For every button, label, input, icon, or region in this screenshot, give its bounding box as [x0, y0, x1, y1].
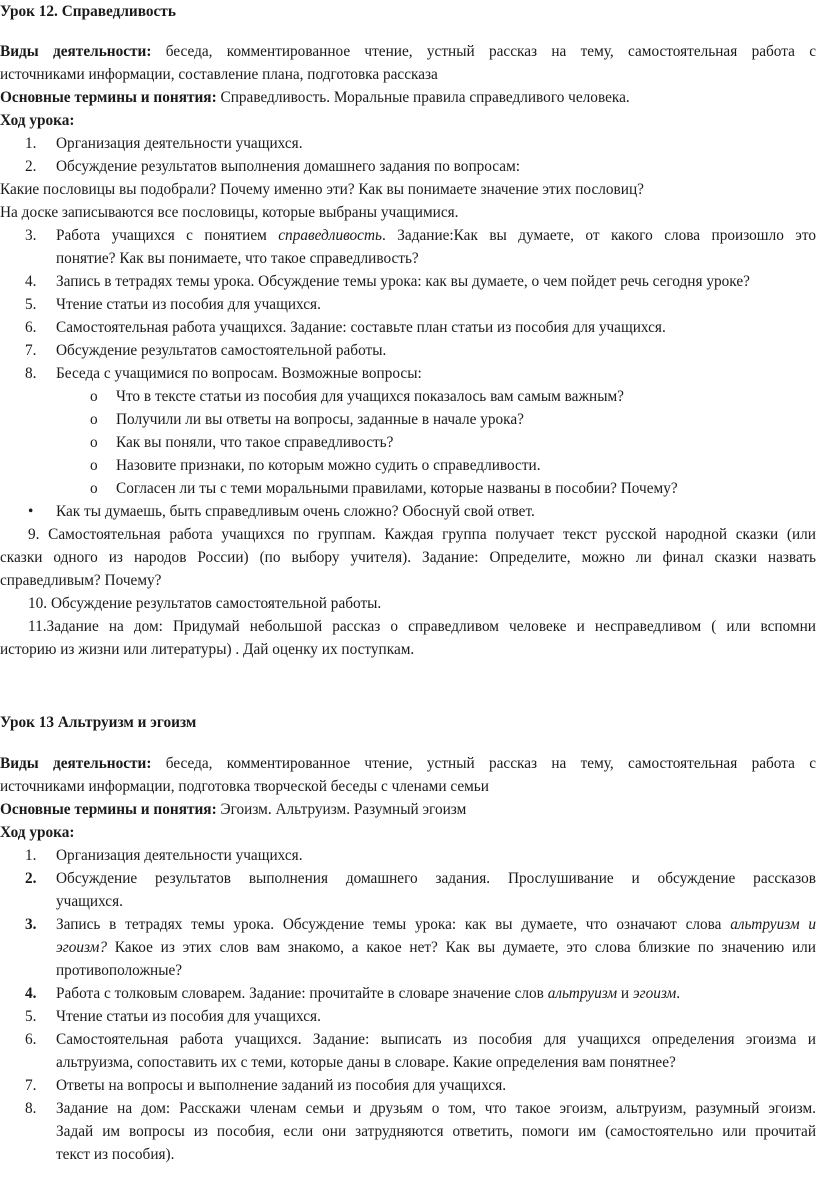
list-item-continuation: Задай им вопросы из пособия, если они затрудняются ответить, помоги им (самостоятельно или прочитай	[56, 1123, 816, 1140]
sub-question: o Что в тексте статьи из пособия для учащихся показалось вам самым важным?	[90, 388, 624, 405]
list-item: 5. Чтение статьи из пособия для учащихся.	[25, 1008, 321, 1025]
lesson-13-activities-line2: источниками информации, подготовка творческой беседы с членами семьи	[0, 778, 489, 795]
list-item-number: 6.	[25, 1031, 37, 1048]
lesson-12-activities-line1: Виды деятельности: беседа, комментированное чтение, устный рассказ на тему, самостоятельная работа с	[0, 43, 816, 60]
list-item: Обсуждение результатов выполнения домашнего задания. Прослушивание и обсуждение рассказов	[56, 870, 816, 887]
paragraph-10: 10. Обсуждение результатов самостоятельной работы.	[28, 595, 382, 612]
paragraph-11-line1: 11.Задание на дом: Придумай небольшой рассказ о справедливом человеке и несправедливом ( или вспомни	[28, 618, 816, 635]
list-item-continuation: противоположные?	[56, 962, 183, 979]
list-item-continuation: альтруизма, сопоставить их с теми, которые даны в словаре. Какие определения вам понятнее?	[56, 1054, 676, 1071]
lesson-13-progress-heading: Ход урока:	[0, 824, 75, 841]
list-item: 7. Обсуждение результатов самостоятельной работы.	[25, 342, 387, 359]
sub-question: o Как вы поняли, что такое справедливость?	[90, 434, 394, 451]
paragraph-11-line2: историю из жизни или литературы) . Дай оценку их поступкам.	[0, 641, 415, 658]
lesson-13-activities-line1: Виды деятельности: беседа, комментированное чтение, устный рассказ на тему, самостоятельная работа с	[0, 755, 816, 772]
sub-question: o Назовите признаки, по которым можно судить о справедливости.	[90, 457, 541, 474]
bullet-item: • Как ты думаешь, быть справедливым очень сложно? Обоснуй свой ответ.	[28, 503, 535, 520]
lesson-12-activities-line2: источниками информации, составление плана, подготовка рассказа	[0, 66, 438, 83]
list-item-continuation: эгоизм? Какое из этих слов вам знакомо, а какое нет? Как вы думаете, это слова близкие по значению или	[56, 939, 816, 956]
list-item-number: 2.	[25, 870, 37, 887]
list-item: 1. Организация деятельности учащихся.	[25, 847, 303, 864]
list-item-number: 3.	[25, 227, 37, 244]
proverbs-note: На доске записываются все пословицы, которые выбраны учащимися.	[0, 204, 459, 221]
list-item-continuation: текст из пособия).	[56, 1146, 175, 1163]
lesson-12-terms: Основные термины и понятия: Справедливость. Моральные правила справедливого человека.	[0, 89, 630, 106]
lesson-13-title: Урок 13 Альтруизм и эгоизм	[0, 714, 197, 731]
paragraph-9-line2: сказки одного из народов России) (по выбору учителя). Задание: Определите, можно ли финал сказки назвать	[0, 549, 816, 566]
list-item: 7. Ответы на вопросы и выполнение заданий из пособия для учащихся.	[25, 1077, 507, 1094]
list-item: Самостоятельная работа учащихся. Задание: выписать из пособия для учащихся определения эгоизма и	[56, 1031, 816, 1048]
list-item: 8. Беседа с учащимися по вопросам. Возможные вопросы:	[25, 365, 422, 382]
list-item: 4. Запись в тетрадях темы урока. Обсуждение темы урока: как вы думаете, о чем пойдет речь сегодня уроке?	[25, 273, 750, 290]
list-item-number: 8.	[25, 1100, 37, 1117]
lesson-12-progress-heading: Ход урока:	[0, 112, 75, 129]
paragraph-9-line3: справедливым? Почему?	[0, 572, 162, 589]
paragraph-9-line1: 9. Самостоятельная работа учащихся по группам. Каждая группа получает текст русской народной сказки (или	[28, 526, 816, 543]
list-item: Работа учащихся с понятием справедливость. Задание:Как вы думаете, от какого слова произошло это	[56, 227, 816, 244]
list-item: 1. Организация деятельности учащихся.	[25, 135, 303, 152]
list-item: 2. Обсуждение результатов выполнения домашнего задания по вопросам:	[25, 158, 521, 175]
list-item: Задание на дом: Расскажи членам семьи и друзьям о том, что такое эгоизм, альтруизм, разумный эгоизм.	[56, 1100, 816, 1117]
list-item-number: 3.	[25, 916, 37, 933]
sub-question: o Согласен ли ты с теми моральными правилами, которые названы в пособии? Почему?	[90, 480, 678, 497]
list-item: 5. Чтение статьи из пособия для учащихся.	[25, 296, 321, 313]
list-item: Запись в тетрадях темы урока. Обсуждение темы урока: как вы думаете, что означают слова альтруизм и	[56, 916, 816, 933]
proverbs-questions: Какие пословицы вы подобрали? Почему именно эти? Как вы понимаете значение этих пословиц?	[0, 181, 644, 198]
list-item: 4. Работа с толковым словарем. Задание: прочитайте в словаре значение слов альтруизм и эгоизм.	[25, 985, 681, 1002]
lesson-12-title: Урок 12. Справедливость	[0, 3, 176, 20]
list-item-continuation: понятие? Как вы понимаете, что такое справедливость?	[56, 250, 419, 267]
list-item-continuation: учащихся.	[56, 893, 123, 910]
list-item: 6. Самостоятельная работа учащихся. Задание: составьте план статьи из пособия для учащихся.	[25, 319, 666, 336]
sub-question: o Получили ли вы ответы на вопросы, заданные в начале урока?	[90, 411, 524, 428]
lesson-13-terms: Основные термины и понятия: Эгоизм. Альтруизм. Разумный эгоизм	[0, 801, 467, 818]
